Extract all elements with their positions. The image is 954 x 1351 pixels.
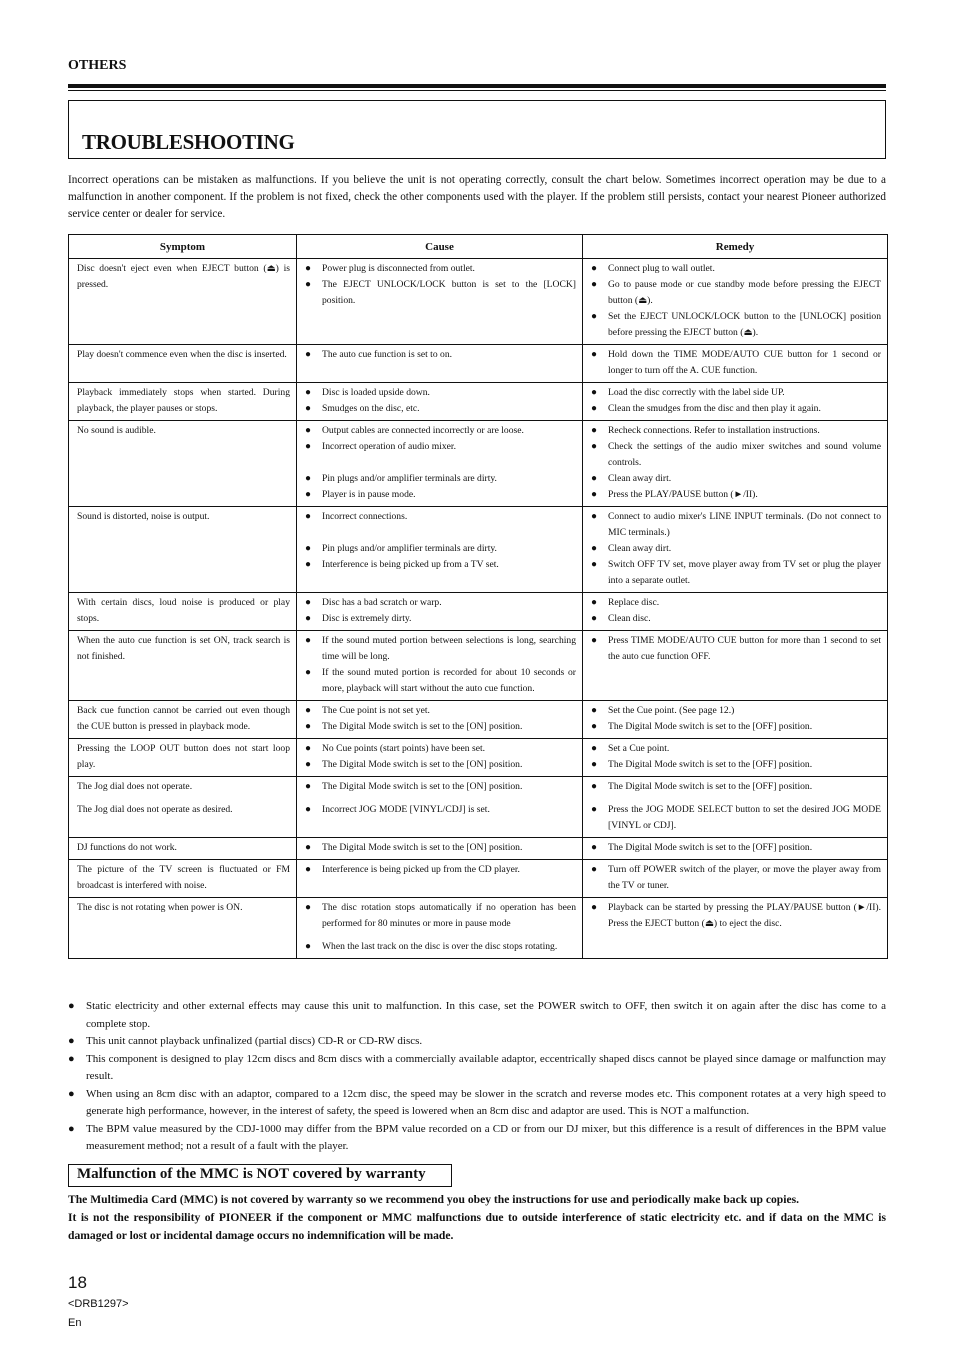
bullet-icon: ● <box>305 635 312 646</box>
page-title: TROUBLESHOOTING <box>82 130 295 154</box>
remedy-item <box>591 347 881 379</box>
bullet-icon: ● <box>305 441 312 452</box>
bullet-icon: ● <box>305 759 312 770</box>
symptom-text: Back cue function cannot be carried out even though the CUE button is pressed in playback mode. <box>77 705 290 732</box>
remedy-item <box>591 401 881 417</box>
remedy-text: Hold down the TIME MODE/AUTO CUE button for 1 second or longer to turn off the A. CUE function. <box>608 349 881 376</box>
cause-text: Output cables are connected incorrectly or are loose. <box>322 425 524 436</box>
table-row <box>69 259 888 345</box>
cause-cell <box>297 701 583 739</box>
table-row <box>69 507 888 593</box>
cause-cell <box>297 838 583 860</box>
bullet-icon: ● <box>591 613 598 624</box>
remedy-text: Playback can be started by pressing the PLAY/PAUSE button (►/II). Press the EJECT button (⏏) to eject the disc. <box>608 902 881 929</box>
cause-item <box>305 557 576 573</box>
table-row <box>69 838 888 860</box>
symptom-cell <box>69 345 297 383</box>
bullet-icon: ● <box>305 425 312 436</box>
bullet-icon: ● <box>305 613 312 624</box>
notes-list <box>68 998 886 1156</box>
bullet-icon: ● <box>591 804 598 815</box>
bullet-icon: ● <box>591 349 598 360</box>
table-row <box>69 701 888 739</box>
remedy-cell <box>583 383 888 421</box>
cause-text: Interference is being picked up from a TV set. <box>322 559 499 570</box>
bullet-icon: ● <box>305 781 312 792</box>
table-header-row <box>69 235 888 259</box>
note-item <box>68 998 886 1033</box>
cause-text: If the sound muted portion is recorded for about 10 seconds or more, playback will start without the auto cue function. <box>322 667 576 694</box>
symptom-cell <box>69 507 297 593</box>
bullet-icon: ● <box>305 941 312 952</box>
bullet-icon: ● <box>591 597 598 608</box>
bullet-icon: ● <box>305 902 312 913</box>
bullet-icon: ● <box>591 842 598 853</box>
cause-item <box>305 261 576 277</box>
cause-cell <box>297 777 583 838</box>
note-item <box>68 1121 886 1156</box>
bullet-icon: ● <box>591 902 598 913</box>
table-row <box>69 631 888 701</box>
cause-cell <box>297 593 583 631</box>
remedy-cell <box>583 259 888 345</box>
bullet-icon: ● <box>68 1122 75 1135</box>
bullet-icon: ● <box>591 263 598 274</box>
cause-text: The disc rotation stops automatically if no operation has been performed for 80 minutes or more in pause mode <box>322 902 576 929</box>
symptom-cell <box>69 838 297 860</box>
remedy-item <box>591 471 881 487</box>
symptom-cell <box>69 777 297 838</box>
remedy-item <box>591 611 881 627</box>
cause-item <box>305 719 576 735</box>
remedy-text: Connect to audio mixer's LINE INPUT terminals. (Do not connect to MIC terminals.) <box>608 511 881 538</box>
cause-cell <box>297 898 583 959</box>
bullet-icon: ● <box>305 403 312 414</box>
cause-text: The Digital Mode switch is set to the [ON] position. <box>322 781 523 792</box>
cause-item <box>305 611 576 627</box>
cause-cell <box>297 259 583 345</box>
bullet-icon: ● <box>591 511 598 522</box>
cause-text: If the sound muted portion between selections is long, searching time will be long. <box>322 635 576 662</box>
cause-cell <box>297 631 583 701</box>
cause-item <box>305 423 576 439</box>
cause-cell <box>297 507 583 593</box>
remedy-cell <box>583 631 888 701</box>
remedy-item <box>591 309 881 341</box>
cause-item <box>305 541 576 557</box>
bullet-icon: ● <box>305 559 312 570</box>
header-rule-thick <box>68 84 886 88</box>
remedy-item <box>591 487 881 503</box>
cause-item <box>305 385 576 401</box>
note-item <box>68 1086 886 1121</box>
cause-item <box>305 277 576 309</box>
remedy-item <box>591 779 881 795</box>
remedy-text: Replace disc. <box>608 597 660 608</box>
cause-text: The EJECT UNLOCK/LOCK button is set to the [LOCK] position. <box>322 279 576 306</box>
bullet-icon: ● <box>305 842 312 853</box>
remedy-item <box>591 862 881 894</box>
remedy-cell <box>583 777 888 838</box>
symptom-cell <box>69 259 297 345</box>
cause-text: Incorrect JOG MODE [VINYL/CDJ] is set. <box>322 804 490 815</box>
remedy-cell <box>583 739 888 777</box>
symptom-text: Pressing the LOOP OUT button does not start loop play. <box>77 743 290 770</box>
bullet-icon: ● <box>591 781 598 792</box>
cause-cell <box>297 739 583 777</box>
symptom-text: Playback immediately stops when started. During playback, the player pauses or stops. <box>77 387 290 414</box>
symptom-text: With certain discs, loud noise is produced or play stops. <box>77 597 290 624</box>
remedy-text: Clean disc. <box>608 613 651 624</box>
note-text: When using an 8cm disc with an adaptor, compared to a 12cm disc, the speed may be slower in the scratch and reverse modes etc. This component rotates at a very high speed to generate high performance, however, in the interest of safety, the speed is lowered when an 8cm disc and adaptor are used. This is NOT a malfunction. <box>86 1087 886 1117</box>
remedy-item <box>591 277 881 309</box>
remedy-text: The Digital Mode switch is set to the [OFF] position. <box>608 759 813 770</box>
remedy-item <box>591 595 881 611</box>
remedy-text: Load the disc correctly with the label side UP. <box>608 387 785 398</box>
troubleshooting-table <box>68 234 888 959</box>
cause-item <box>305 862 576 878</box>
symptom-cell <box>69 383 297 421</box>
note-text: This unit cannot playback unfinalized (partial discs) CD-R or CD-RW discs. <box>86 1035 423 1047</box>
remedy-item <box>591 423 881 439</box>
remedy-item <box>591 261 881 277</box>
symptom-text: When the auto cue function is set ON, track search is not finished. <box>77 635 290 662</box>
symptom-cell <box>69 631 297 701</box>
symptom-cell <box>69 860 297 898</box>
cause-text: Interference is being picked up from the CD player. <box>322 864 520 875</box>
bullet-icon: ● <box>305 511 312 522</box>
bullet-icon: ● <box>305 864 312 875</box>
bullet-icon: ● <box>591 403 598 414</box>
cause-item <box>305 633 576 665</box>
cause-text: The Digital Mode switch is set to the [ON] position. <box>322 721 523 732</box>
header-cause: Cause <box>297 235 583 259</box>
language-code: En <box>68 1317 82 1329</box>
remedy-cell <box>583 860 888 898</box>
cause-item <box>305 741 576 757</box>
remedy-item <box>591 439 881 471</box>
cause-cell <box>297 860 583 898</box>
symptom-cell <box>69 593 297 631</box>
table-row <box>69 739 888 777</box>
mmc-heading-box <box>68 1164 452 1187</box>
bullet-icon: ● <box>591 721 598 732</box>
remedy-item <box>591 900 881 932</box>
cause-text: Disc is extremely dirty. <box>322 613 412 624</box>
cause-item <box>305 471 576 487</box>
remedy-text: Press the JOG MODE SELECT button to set the desired JOG MODE [VINYL or CDJ]. <box>608 804 881 831</box>
mmc-warning <box>68 1191 886 1245</box>
remedy-text: Clean away dirt. <box>608 543 672 554</box>
symptom-cell <box>69 739 297 777</box>
symptom-text: Disc doesn't eject even when EJECT button (⏏) is pressed. <box>77 263 290 290</box>
bullet-icon: ● <box>305 263 312 274</box>
bullet-icon: ● <box>305 489 312 500</box>
symptom-text: The picture of the TV screen is fluctuated or FM broadcast is interfered with noise. <box>77 864 290 891</box>
table-row <box>69 383 888 421</box>
intro-paragraph: Incorrect operations can be mistaken as malfunctions. If you believe the unit is not operating correctly, consult the chart below. Sometimes incorrect operation may be due to a malfunction in another component. If the problem is not fixed, check the other components used with the player. If the problem still persists, contact your nearest Pioneer authorized service center or dealer for service. <box>68 174 886 220</box>
remedy-cell <box>583 701 888 739</box>
header-rule-thin <box>68 90 886 91</box>
symptom-text: No sound is audible. <box>77 425 156 436</box>
remedy-cell <box>583 345 888 383</box>
cause-text: The Cue point is not set yet. <box>322 705 430 716</box>
cause-item <box>305 665 576 697</box>
bullet-icon: ● <box>591 311 598 322</box>
bullet-icon: ● <box>305 743 312 754</box>
remedy-text: Go to pause mode or cue standby mode before pressing the EJECT button (⏏). <box>608 279 881 306</box>
cause-text: Pin plugs and/or amplifier terminals are dirty. <box>322 473 497 484</box>
cause-text: No Cue points (start points) have been set. <box>322 743 486 754</box>
bullet-icon: ● <box>591 559 598 570</box>
mmc-heading: Malfunction of the MMC is NOT covered by warranty <box>77 1166 426 1182</box>
bullet-icon: ● <box>305 387 312 398</box>
cause-item <box>305 509 576 525</box>
cause-text: When the last track on the disc is over the disc stops rotating. <box>322 941 558 952</box>
cause-cell <box>297 345 583 383</box>
cause-item <box>305 487 576 503</box>
symptom-text: The Jog dial does not operate. <box>77 781 193 792</box>
remedy-text: Set the Cue point. (See page 12.) <box>608 705 735 716</box>
note-text: This component is designed to play 12cm discs and 8cm discs with a commercially available adaptor, eccentrically shaped discs cannot be played since damage or malfunction may result. <box>86 1052 886 1082</box>
cause-item <box>305 595 576 611</box>
mmc-paragraph-1: The Multimedia Card (MMC) is not covered by warranty so we recommend you obey the instructions for use and periodically make back up copies. <box>68 1193 800 1206</box>
cause-text: Smudges on the disc, etc. <box>322 403 420 414</box>
remedy-text: Check the settings of the audio mixer switches and sound volume controls. <box>608 441 881 468</box>
remedy-item <box>591 541 881 557</box>
bullet-icon: ● <box>305 721 312 732</box>
symptom-text: Play doesn't commence even when the disc is inserted. <box>77 349 287 360</box>
header-symptom: Symptom <box>69 235 297 259</box>
remedy-text: Set a Cue point. <box>608 743 670 754</box>
cause-item <box>305 802 576 818</box>
remedy-cell <box>583 593 888 631</box>
document-code: <DRB1297> <box>68 1298 129 1310</box>
bullet-icon: ● <box>305 473 312 484</box>
bullet-icon: ● <box>305 597 312 608</box>
remedy-item <box>591 703 881 719</box>
cause-text: Pin plugs and/or amplifier terminals are dirty. <box>322 543 497 554</box>
bullet-icon: ● <box>305 349 312 360</box>
table-row <box>69 593 888 631</box>
bullet-icon: ● <box>305 667 312 678</box>
cause-text: The auto cue function is set to on. <box>322 349 453 360</box>
symptom-text: The Jog dial does not operate as desired. <box>77 804 233 815</box>
symptom-text: Sound is distorted, noise is output. <box>77 511 210 522</box>
remedy-text: Turn off POWER switch of the player, or move the player away from the TV or tuner. <box>608 864 881 891</box>
remedy-text: The Digital Mode switch is set to the [OFF] position. <box>608 842 813 853</box>
cause-text: Incorrect operation of audio mixer. <box>322 441 456 452</box>
remedy-cell <box>583 838 888 860</box>
cause-cell <box>297 383 583 421</box>
cause-item <box>305 757 576 773</box>
bullet-icon: ● <box>591 635 598 646</box>
cause-item <box>305 347 576 363</box>
remedy-item <box>591 719 881 735</box>
bullet-icon: ● <box>591 473 598 484</box>
table-row <box>69 421 888 507</box>
cause-item <box>305 939 576 955</box>
bullet-icon: ● <box>591 759 598 770</box>
remedy-item <box>591 741 881 757</box>
symptom-cell <box>69 421 297 507</box>
bullet-icon: ● <box>591 279 598 290</box>
remedy-text: The Digital Mode switch is set to the [OFF] position. <box>608 781 813 792</box>
page-number: 18 <box>68 1273 87 1292</box>
bullet-icon: ● <box>591 543 598 554</box>
note-item <box>68 1051 886 1086</box>
cause-item <box>305 439 576 455</box>
note-text: Static electricity and other external effects may cause this unit to malfunction. In this case, set the POWER switch to OFF, then switch it on again after the disc has come to a complete stop. <box>86 1000 886 1030</box>
bullet-icon: ● <box>305 543 312 554</box>
remedy-item <box>591 633 881 665</box>
bullet-icon: ● <box>305 705 312 716</box>
cause-text: Incorrect connections. <box>322 511 408 522</box>
table-row <box>69 345 888 383</box>
table-row <box>69 777 888 838</box>
note-text: The BPM value measured by the CDJ-1000 may differ from the BPM value recorded on a CD or from our DJ mixer, but this difference is a result of differences in the BPM value measurement method; not a result of a fault with the player. <box>86 1122 886 1152</box>
cause-item <box>305 779 576 795</box>
symptom-cell <box>69 701 297 739</box>
remedy-cell <box>583 507 888 593</box>
bullet-icon: ● <box>68 1052 75 1065</box>
remedy-text: Press the PLAY/PAUSE button (►/II). <box>608 489 758 500</box>
mmc-paragraph-2: It is not the responsibility of PIONEER if the component or MMC malfunctions due to outside interference of static electricity etc. and if data on the MMC is damaged or lost or incidental damage occurs no indemnification will be made. <box>68 1211 886 1242</box>
bullet-icon: ● <box>591 425 598 436</box>
remedy-text: The Digital Mode switch is set to the [OFF] position. <box>608 721 813 732</box>
bullet-icon: ● <box>305 279 312 290</box>
bullet-icon: ● <box>591 705 598 716</box>
cause-text: The Digital Mode switch is set to the [ON] position. <box>322 842 523 853</box>
remedy-item <box>591 385 881 401</box>
title-box <box>68 100 886 159</box>
bullet-icon: ● <box>68 1087 75 1100</box>
remedy-cell <box>583 898 888 959</box>
bullet-icon: ● <box>68 1035 75 1047</box>
bullet-icon: ● <box>68 1000 75 1012</box>
remedy-item <box>591 840 881 856</box>
cause-text: Power plug is disconnected from outlet. <box>322 263 475 274</box>
remedy-text: Switch OFF TV set, move player away from TV set or plug the player into a separate outlet. <box>608 559 881 586</box>
symptom-cell <box>69 898 297 959</box>
symptom-text: DJ functions do not work. <box>77 842 177 853</box>
remedy-text: Set the EJECT UNLOCK/LOCK button to the [UNLOCK] position before pressing the EJECT button (⏏). <box>608 311 881 338</box>
cause-cell <box>297 421 583 507</box>
remedy-item <box>591 557 881 589</box>
cause-text: Disc has a bad scratch or warp. <box>322 597 442 608</box>
bullet-icon: ● <box>591 864 598 875</box>
cause-item <box>305 900 576 932</box>
remedy-cell <box>583 421 888 507</box>
remedy-text: Clean away dirt. <box>608 473 672 484</box>
remedy-text: Clean the smudges from the disc and then play it again. <box>608 403 821 414</box>
table-row <box>69 860 888 898</box>
cause-text: Disc is loaded upside down. <box>322 387 430 398</box>
table-row <box>69 898 888 959</box>
symptom-text: The disc is not rotating when power is ON. <box>77 902 243 913</box>
cause-text: The Digital Mode switch is set to the [ON] position. <box>322 759 523 770</box>
bullet-icon: ● <box>591 489 598 500</box>
section-label: OTHERS <box>68 58 127 73</box>
remedy-item <box>591 802 881 834</box>
remedy-text: Recheck connections. Refer to installation instructions. <box>608 425 820 436</box>
remedy-item <box>591 509 881 541</box>
bullet-icon: ● <box>305 804 312 815</box>
remedy-text: Connect plug to wall outlet. <box>608 263 715 274</box>
cause-item <box>305 401 576 417</box>
cause-text: Player is in pause mode. <box>322 489 416 500</box>
note-item <box>68 1033 886 1051</box>
bullet-icon: ● <box>591 387 598 398</box>
bullet-icon: ● <box>591 441 598 452</box>
remedy-text: Press TIME MODE/AUTO CUE button for more than 1 second to set the auto cue function OFF. <box>608 635 881 662</box>
bullet-icon: ● <box>591 743 598 754</box>
remedy-item <box>591 757 881 773</box>
header-remedy: Remedy <box>583 235 888 259</box>
cause-item <box>305 840 576 856</box>
cause-item <box>305 703 576 719</box>
